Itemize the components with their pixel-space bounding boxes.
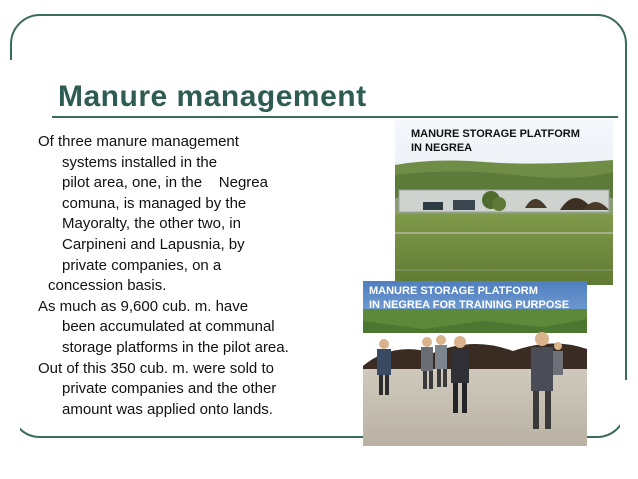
text-line: storage platforms in the pilot area. bbox=[62, 338, 289, 356]
caption-line: IN NEGREA FOR TRAINING PURPOSE bbox=[369, 299, 570, 311]
frame-gap-right bbox=[620, 380, 638, 440]
text-line: private companies, on a bbox=[62, 256, 222, 274]
text-line: Of three manure management bbox=[38, 133, 239, 150]
text-line: been accumulated at communal bbox=[62, 318, 275, 336]
caption-line: IN NEGREA bbox=[411, 142, 473, 154]
paragraph-3 bbox=[38, 359, 338, 421]
text-line: comuna, is managed by the bbox=[62, 194, 247, 212]
text-line: amount was applied onto lands. bbox=[62, 400, 273, 418]
slide-title: Manure management bbox=[58, 80, 367, 113]
caption-line: MANURE STORAGE PLATFORM bbox=[411, 128, 580, 140]
text-line: Mayoralty, the other two, in bbox=[62, 215, 241, 233]
text-line: systems installed in the bbox=[62, 153, 218, 171]
photo-caption bbox=[411, 127, 580, 155]
text-line: Carpineni and Lapusnia, by bbox=[62, 235, 245, 253]
text-line: As much as 9,600 cub. m. have bbox=[38, 297, 249, 315]
text-line: pilot area, one, in the Negrea bbox=[62, 174, 268, 192]
paragraph-1 bbox=[38, 132, 338, 297]
text-line: Out of this 350 cub. m. were sold to bbox=[38, 359, 274, 377]
photo-storage-platform bbox=[395, 120, 613, 285]
text-line: private companies and the other bbox=[62, 380, 277, 398]
title-divider bbox=[52, 116, 618, 118]
frame-gap-left bbox=[0, 60, 20, 440]
body-text bbox=[38, 132, 338, 420]
paragraph-2 bbox=[38, 297, 338, 359]
photo-caption bbox=[369, 284, 569, 312]
caption-line: MANURE STORAGE PLATFORM bbox=[369, 285, 538, 297]
text-line: concession basis. bbox=[48, 277, 167, 295]
photo-training-visit bbox=[363, 281, 587, 446]
